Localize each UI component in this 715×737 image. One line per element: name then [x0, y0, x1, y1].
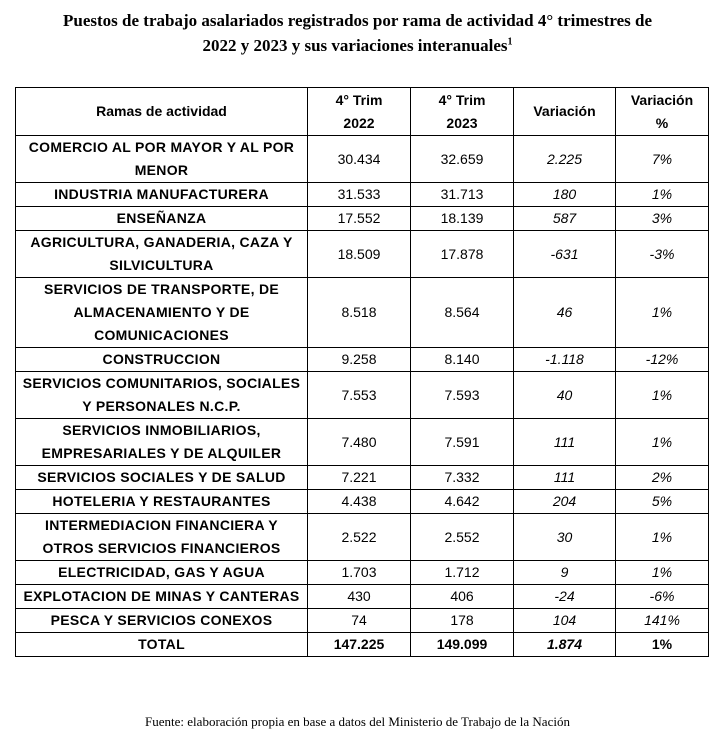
cell-variacion-pct: 7% — [616, 136, 709, 183]
header-variacion-pct — [616, 88, 709, 136]
cell-2022: 30.434 — [308, 136, 411, 183]
total-row — [16, 633, 709, 657]
cell-variacion-pct: -12% — [616, 348, 709, 372]
cell-variacion-pct: 1% — [616, 183, 709, 207]
cell-2023: 406 — [411, 585, 514, 609]
cell-2023: 1.712 — [411, 561, 514, 585]
table-row — [16, 466, 709, 490]
cell-rama: ELECTRICIDAD, GAS Y AGUA — [16, 561, 308, 585]
cell-2022: 430 — [308, 585, 411, 609]
cell-2023: 4.642 — [411, 490, 514, 514]
cell-variacion-pct: 5% — [616, 490, 709, 514]
cell-rama: EXPLOTACION DE MINAS Y CANTERAS — [16, 585, 308, 609]
total-variacion: 1.874 — [514, 633, 616, 657]
cell-2022: 7.553 — [308, 372, 411, 419]
cell-2022: 9.258 — [308, 348, 411, 372]
title-line-2 — [0, 33, 715, 58]
cell-rama: SERVICIOS INMOBILIARIOS, EMPRESARIALES Y DE ALQUILER — [16, 419, 308, 466]
cell-rama: HOTELERIA Y RESTAURANTES — [16, 490, 308, 514]
cell-2022: 31.533 — [308, 183, 411, 207]
cell-2023: 18.139 — [411, 207, 514, 231]
table-row — [16, 419, 709, 466]
cell-variacion: 587 — [514, 207, 616, 231]
title-line-2-text: 2022 y 2023 y sus variaciones interanuales — [202, 36, 508, 55]
cell-2023: 2.552 — [411, 514, 514, 561]
table-row — [16, 207, 709, 231]
cell-variacion: -24 — [514, 585, 616, 609]
cell-2022: 2.522 — [308, 514, 411, 561]
cell-variacion: 2.225 — [514, 136, 616, 183]
header-rama: Ramas de actividad — [16, 88, 308, 136]
cell-variacion: 111 — [514, 466, 616, 490]
table-row — [16, 514, 709, 561]
header-trim-2022-line2: 2022 — [343, 114, 375, 131]
cell-rama: ENSEÑANZA — [16, 207, 308, 231]
cell-2022: 4.438 — [308, 490, 411, 514]
title-line-1: Puestos de trabajo asalariados registrados por rama de actividad 4° trimestres de — [63, 11, 652, 30]
footnote-mark: 1 — [507, 36, 513, 48]
cell-variacion: 40 — [514, 372, 616, 419]
cell-rama: PESCA Y SERVICIOS CONEXOS — [16, 609, 308, 633]
total-label: TOTAL — [16, 633, 308, 657]
cell-rama: SERVICIOS DE TRANSPORTE, DE ALMACENAMIENTO Y DE COMUNICACIONES — [16, 278, 308, 348]
cell-variacion-pct: 141% — [616, 609, 709, 633]
cell-2023: 8.564 — [411, 278, 514, 348]
header-row — [16, 88, 709, 136]
table-row — [16, 278, 709, 348]
header-trim-2022-line1: 4° Trim — [335, 91, 383, 108]
cell-rama: INDUSTRIA MANUFACTURERA — [16, 183, 308, 207]
cell-variacion-pct: 1% — [616, 419, 709, 466]
cell-2023: 178 — [411, 609, 514, 633]
table-row — [16, 231, 709, 278]
cell-variacion: -1.118 — [514, 348, 616, 372]
table-row — [16, 561, 709, 585]
source-note: Fuente: elaboración propia en base a datos del Ministerio de Trabajo de la Nación — [145, 714, 570, 729]
cell-2023: 7.591 — [411, 419, 514, 466]
cell-variacion-pct: 1% — [616, 372, 709, 419]
cell-2023: 32.659 — [411, 136, 514, 183]
header-variacion-pct-line1: Variación — [630, 91, 694, 108]
cell-2022: 8.518 — [308, 278, 411, 348]
cell-variacion: -631 — [514, 231, 616, 278]
cell-rama: SERVICIOS COMUNITARIOS, SOCIALES Y PERSONALES N.C.P. — [16, 372, 308, 419]
table-title — [0, 8, 715, 58]
table-row — [16, 609, 709, 633]
cell-variacion: 30 — [514, 514, 616, 561]
total-2023: 149.099 — [411, 633, 514, 657]
header-trim-2023 — [411, 88, 514, 136]
cell-2023: 31.713 — [411, 183, 514, 207]
cell-variacion-pct: -3% — [616, 231, 709, 278]
cell-variacion: 111 — [514, 419, 616, 466]
cell-variacion: 180 — [514, 183, 616, 207]
total-variacion-pct: 1% — [616, 633, 709, 657]
total-2022: 147.225 — [308, 633, 411, 657]
header-trim-2023-line2: 2023 — [446, 114, 478, 131]
cell-2022: 74 — [308, 609, 411, 633]
cell-2022: 18.509 — [308, 231, 411, 278]
employment-table — [15, 87, 709, 657]
cell-variacion: 9 — [514, 561, 616, 585]
header-variacion: Variación — [514, 88, 616, 136]
header-trim-2022 — [308, 88, 411, 136]
cell-rama: AGRICULTURA, GANADERIA, CAZA Y SILVICULTURA — [16, 231, 308, 278]
cell-2022: 17.552 — [308, 207, 411, 231]
table-row — [16, 136, 709, 183]
cell-variacion: 104 — [514, 609, 616, 633]
cell-rama: SERVICIOS SOCIALES Y DE SALUD — [16, 466, 308, 490]
cell-variacion-pct: 3% — [616, 207, 709, 231]
header-trim-2023-line1: 4° Trim — [438, 91, 486, 108]
cell-2022: 7.480 — [308, 419, 411, 466]
cell-variacion: 204 — [514, 490, 616, 514]
cell-2023: 7.332 — [411, 466, 514, 490]
cell-2022: 1.703 — [308, 561, 411, 585]
cell-rama: CONSTRUCCION — [16, 348, 308, 372]
cell-variacion-pct: 1% — [616, 514, 709, 561]
table-row — [16, 585, 709, 609]
table-row — [16, 348, 709, 372]
cell-rama: INTERMEDIACION FINANCIERA Y OTROS SERVICIOS FINANCIEROS — [16, 514, 308, 561]
cell-2023: 17.878 — [411, 231, 514, 278]
table-row — [16, 372, 709, 419]
cell-2023: 8.140 — [411, 348, 514, 372]
cell-variacion-pct: 2% — [616, 466, 709, 490]
cell-variacion-pct: -6% — [616, 585, 709, 609]
cell-variacion-pct: 1% — [616, 278, 709, 348]
header-variacion-pct-line2: % — [655, 114, 669, 131]
table-row — [16, 183, 709, 207]
table-row — [16, 490, 709, 514]
cell-rama: COMERCIO AL POR MAYOR Y AL POR MENOR — [16, 136, 308, 183]
cell-2022: 7.221 — [308, 466, 411, 490]
cell-variacion-pct: 1% — [616, 561, 709, 585]
cell-variacion: 46 — [514, 278, 616, 348]
cell-2023: 7.593 — [411, 372, 514, 419]
